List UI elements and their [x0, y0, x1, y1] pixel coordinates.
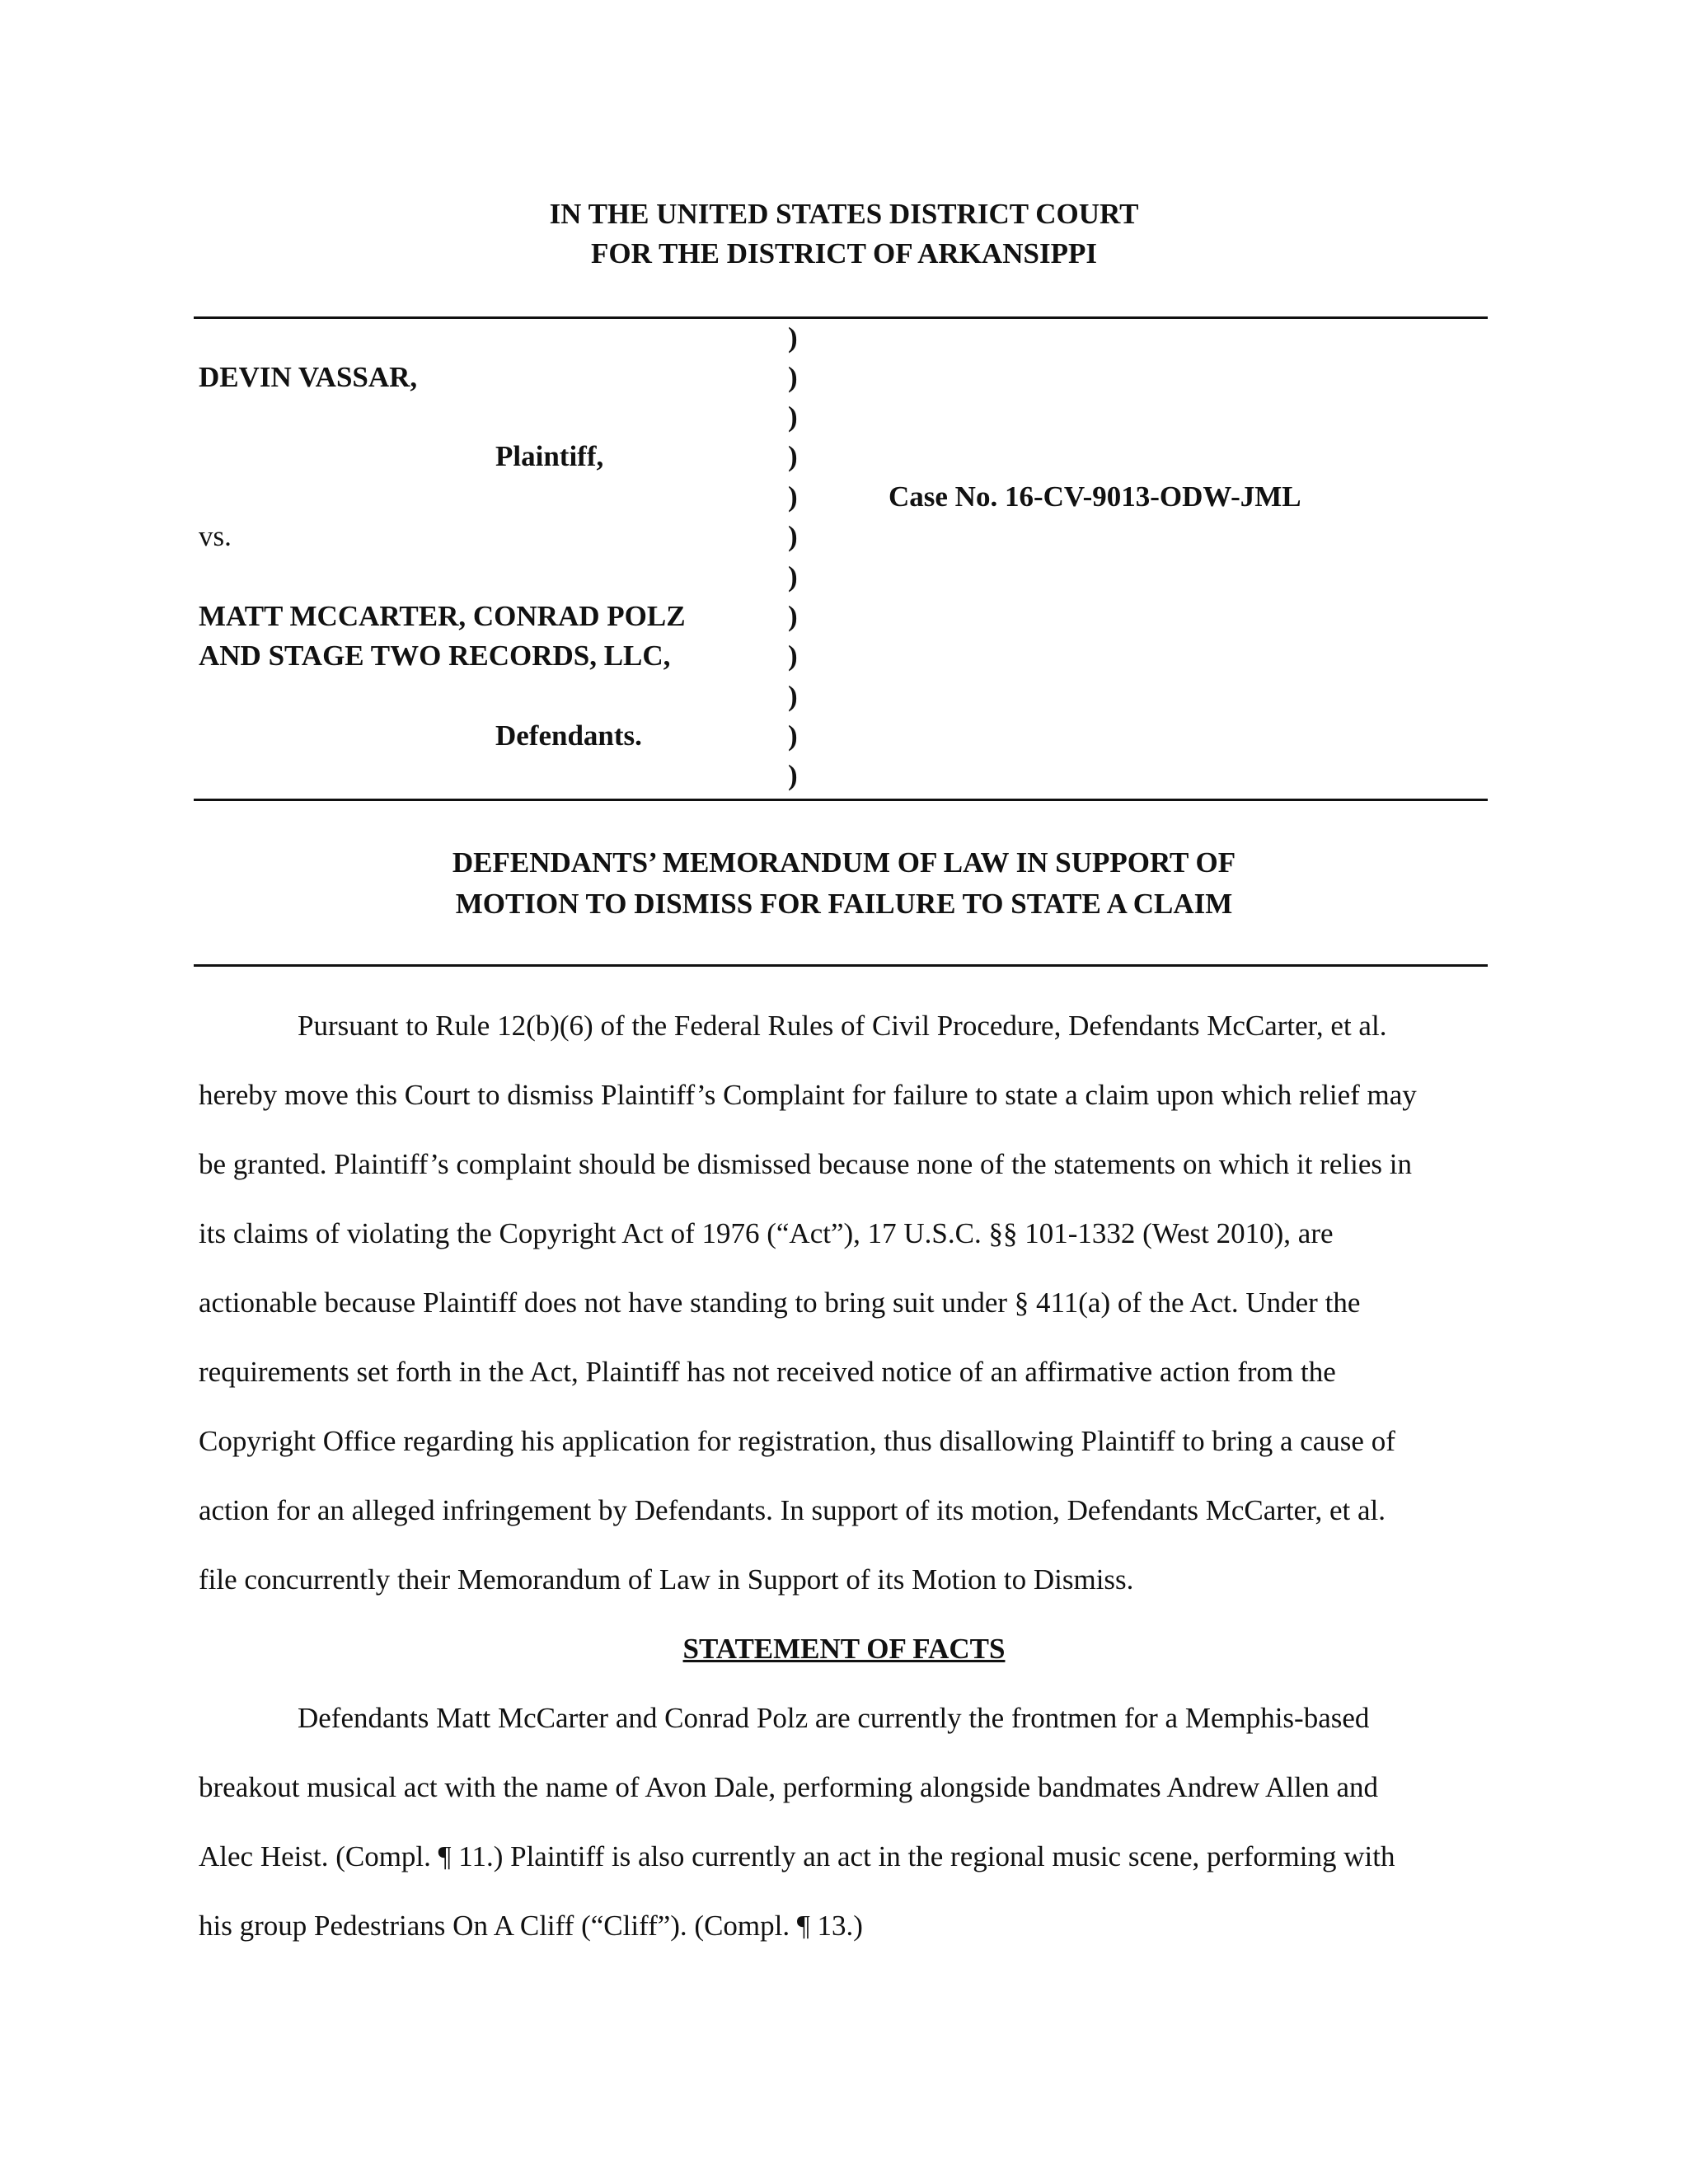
versus-label: vs.: [199, 520, 232, 552]
caption-paren: ): [788, 321, 798, 354]
plaintiff-name: DEVIN VASSAR,: [199, 361, 418, 393]
facts-paragraph-line: Alec Heist. (Compl. ¶ 11.) Plaintiff is also currently an act in the regional music scene, performing with: [199, 1840, 1395, 1872]
caption-paren: ): [788, 520, 798, 552]
statement-of-facts-heading-text: STATEMENT OF FACTS: [682, 1633, 1006, 1665]
statement-of-facts-heading: [0, 1633, 1688, 1666]
defendants-role: Defendants.: [495, 719, 642, 752]
plaintiff-role: Plaintiff,: [495, 440, 604, 472]
title-bottom-rule: [194, 964, 1488, 967]
facts-paragraph-line: his group Pedestrians On A Cliff (“Cliff”). (Compl. ¶ 13.): [199, 1910, 863, 1942]
caption-paren: ): [788, 719, 798, 752]
court-district: FOR THE DISTRICT OF ARKANSIPPI: [591, 237, 1097, 269]
intro-paragraph-line: actionable because Plaintiff does not have standing to bring suit under § 411(a) of the Act. Under the: [199, 1286, 1361, 1319]
intro-paragraph-line: Pursuant to Rule 12(b)(6) of the Federal Rules of Civil Procedure, Defendants McCarter, et al.: [298, 1010, 1387, 1042]
intro-paragraph-line: its claims of violating the Copyright Act of 1976 (“Act”), 17 U.S.C. §§ 101-1332 (West 2010), are: [199, 1217, 1334, 1249]
caption-paren: ): [788, 480, 798, 513]
intro-paragraph-line: Copyright Office regarding his application for registration, thus disallowing Plaintiff to bring a cause of: [199, 1425, 1395, 1457]
caption-paren: ): [788, 759, 798, 791]
caption-bottom-rule: [194, 799, 1488, 801]
facts-paragraph-line: Defendants Matt McCarter and Conrad Polz are currently the frontmen for a Memphis-based: [298, 1702, 1370, 1734]
caption-paren: ): [788, 361, 798, 393]
intro-paragraph-line: file concurrently their Memorandum of Law in Support of its Motion to Dismiss.: [199, 1563, 1134, 1596]
case-number: Case No. 16-CV-9013-ODW-JML: [889, 480, 1301, 513]
court-name: IN THE UNITED STATES DISTRICT COURT: [549, 198, 1139, 230]
caption-paren: ): [788, 640, 798, 672]
facts-paragraph-line: breakout musical act with the name of Avon Dale, performing alongside bandmates Andrew Allen and: [199, 1771, 1379, 1803]
intro-paragraph-line: be granted. Plaintiff’s complaint should be dismissed because none of the statements on which it relies in: [199, 1148, 1412, 1180]
caption-paren: ): [788, 560, 798, 593]
caption-paren: ): [788, 440, 798, 472]
intro-paragraph-line: requirements set forth in the Act, Plaintiff has not received notice of an affirmative action from the: [199, 1356, 1336, 1388]
caption-paren: ): [788, 680, 798, 712]
defendants-names-line2: AND STAGE TWO RECORDS, LLC,: [199, 640, 671, 672]
intro-paragraph-line: hereby move this Court to dismiss Plaintiff’s Complaint for failure to state a claim upon which relief may: [199, 1079, 1417, 1111]
memo-title-line2: MOTION TO DISMISS FOR FAILURE TO STATE A CLAIM: [455, 888, 1233, 920]
caption-top-rule: [194, 316, 1488, 319]
caption-paren: ): [788, 401, 798, 433]
memo-title-line1: DEFENDANTS’ MEMORANDUM OF LAW IN SUPPORT OF: [452, 846, 1236, 879]
defendants-names-line1: MATT MCCARTER, CONRAD POLZ: [199, 600, 686, 632]
caption-paren: ): [788, 600, 798, 632]
intro-paragraph-line: action for an alleged infringement by Defendants. In support of its motion, Defendants McCarter, et al.: [199, 1494, 1386, 1526]
